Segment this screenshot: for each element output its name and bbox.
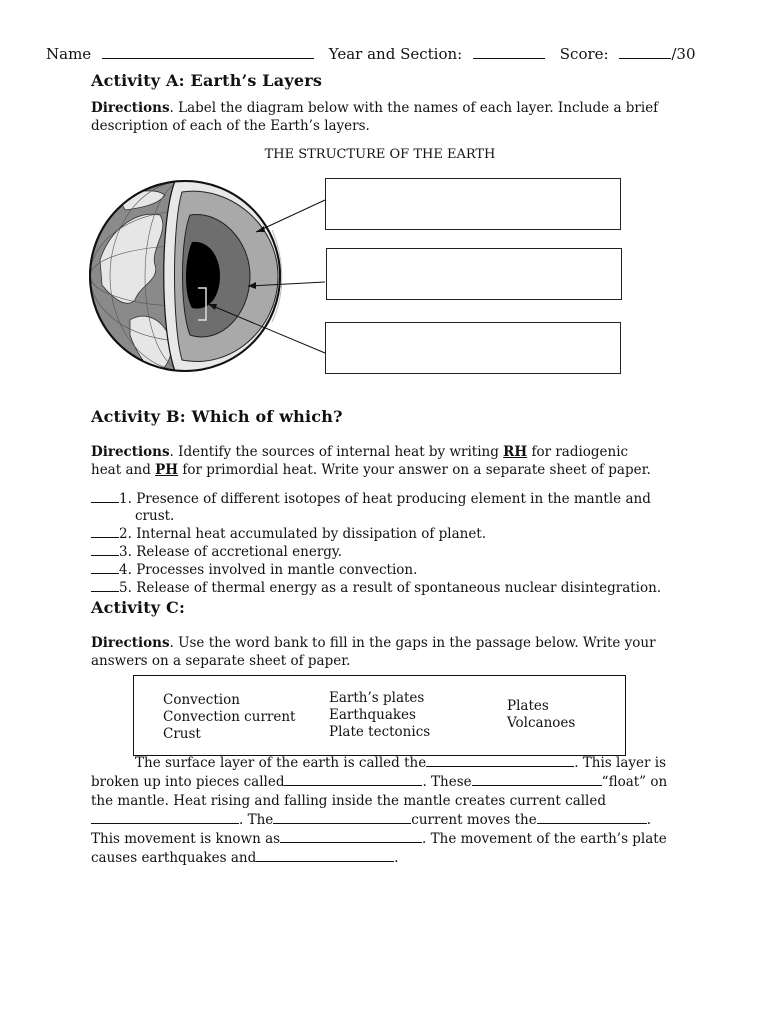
passage-text: “float” on (601, 774, 668, 790)
answer-blank[interactable] (91, 490, 119, 503)
passage-text: current moves the (411, 812, 537, 828)
item-number: 3. (119, 544, 132, 560)
activity-c-title: Activity C: (91, 598, 186, 617)
item-number: 1. (119, 491, 132, 507)
list-item (91, 525, 691, 543)
activity-a-directions (91, 99, 661, 135)
passage-text: the mantle. Heat rising and falling inside the mantle creates current called (91, 793, 607, 809)
directions-label: Directions (91, 100, 170, 116)
passage-text: This movement is known as (91, 831, 281, 847)
score-total: /30 (671, 45, 696, 63)
label-box-core[interactable] (325, 322, 621, 374)
passage-text: The surface layer of the earth is called the (135, 755, 427, 771)
directions-text: . Label the diagram below with the names of each layer. Include a brief description of each of the Earth’s layers. (91, 100, 659, 134)
activity-c-directions (91, 634, 661, 670)
word-bank-term: Earth’s plates (329, 690, 425, 706)
word-bank-term: Convection current (163, 709, 296, 725)
activity-b-title: Activity B: Which of which? (91, 407, 343, 426)
answer-blank[interactable] (280, 830, 422, 843)
fill-in-passage (91, 754, 668, 868)
worksheet-header (46, 44, 726, 63)
ph-code: PH (155, 462, 179, 478)
passage-text: . These (422, 774, 472, 790)
score-label: Score: (559, 45, 609, 63)
list-item-continued: crust. (135, 508, 175, 524)
answer-blank[interactable] (91, 811, 239, 824)
word-bank-column-1 (163, 692, 295, 743)
answer-blank[interactable] (91, 561, 119, 574)
pointer-line-crust (256, 200, 325, 232)
item-number: 5. (119, 580, 132, 596)
directions-text: . Identify the sources of internal heat by writing (169, 444, 504, 460)
answer-blank[interactable] (91, 543, 119, 556)
directions-text: for radiogenic heat and (91, 444, 629, 478)
item-number: 4. (119, 562, 132, 578)
activity-b-list (91, 490, 691, 597)
word-bank-term: Convection (163, 692, 240, 708)
word-bank-box (133, 675, 626, 756)
answer-blank[interactable] (273, 811, 411, 824)
passage-text: broken up into pieces called (91, 774, 285, 790)
label-box-crust[interactable] (325, 178, 621, 230)
passage-text: . The movement of the earth’s plate (422, 831, 667, 847)
word-bank-term: Volcanoes (507, 715, 576, 731)
item-text: Internal heat accumulated by dissipation of planet. (136, 526, 487, 542)
word-bank-term: Plate tectonics (329, 724, 431, 740)
globe-icon (90, 181, 282, 375)
directions-text: for primordial heat. Write your answer on a separate sheet of paper. (178, 462, 651, 478)
answer-blank[interactable] (284, 773, 422, 786)
passage-text: . This layer is (574, 755, 666, 771)
name-label: Name (46, 45, 92, 63)
word-bank-term: Crust (163, 726, 201, 742)
list-item (91, 561, 691, 579)
directions-text: . Use the word bank to fill in the gaps in the passage below. Write your answers on a separate sheet of paper. (91, 635, 656, 669)
activity-a-title: Activity A: Earth’s Layers (91, 71, 323, 90)
word-bank-term: Plates (507, 698, 549, 714)
diagram-title: THE STRUCTURE OF THE EARTH (264, 147, 496, 162)
word-bank-term: Earthquakes (329, 707, 416, 723)
item-text: Presence of different isotopes of heat producing element in the mantle and (136, 491, 651, 507)
word-bank-column-2 (329, 690, 430, 741)
directions-label: Directions (91, 444, 170, 460)
item-text: Processes involved in mantle convection. (136, 562, 418, 578)
score-field[interactable] (619, 44, 671, 59)
rh-code: RH (503, 444, 528, 460)
directions-label: Directions (91, 635, 170, 651)
answer-blank[interactable] (472, 773, 602, 786)
passage-text: . (646, 812, 652, 828)
list-item (91, 490, 691, 508)
passage-text: . The (239, 812, 274, 828)
label-box-mantle[interactable] (326, 248, 622, 300)
year-section-field[interactable] (473, 44, 545, 59)
item-text: Release of accretional energy. (136, 544, 343, 560)
answer-blank[interactable] (256, 849, 394, 862)
item-text: Release of thermal energy as a result of spontaneous nuclear disintegration. (136, 580, 662, 596)
activity-b-directions (91, 443, 661, 479)
answer-blank[interactable] (91, 579, 119, 592)
passage-text: . (394, 850, 399, 866)
answer-blank[interactable] (426, 754, 574, 767)
answer-blank[interactable] (91, 525, 119, 538)
answer-blank[interactable] (537, 811, 647, 824)
item-number: 2. (119, 526, 132, 542)
passage-text: causes earthquakes and (91, 850, 257, 866)
list-item (91, 543, 691, 561)
name-field[interactable] (102, 44, 314, 59)
word-bank-column-3 (507, 698, 575, 732)
year-section-label: Year and Section: (328, 45, 463, 63)
list-item (91, 579, 691, 597)
